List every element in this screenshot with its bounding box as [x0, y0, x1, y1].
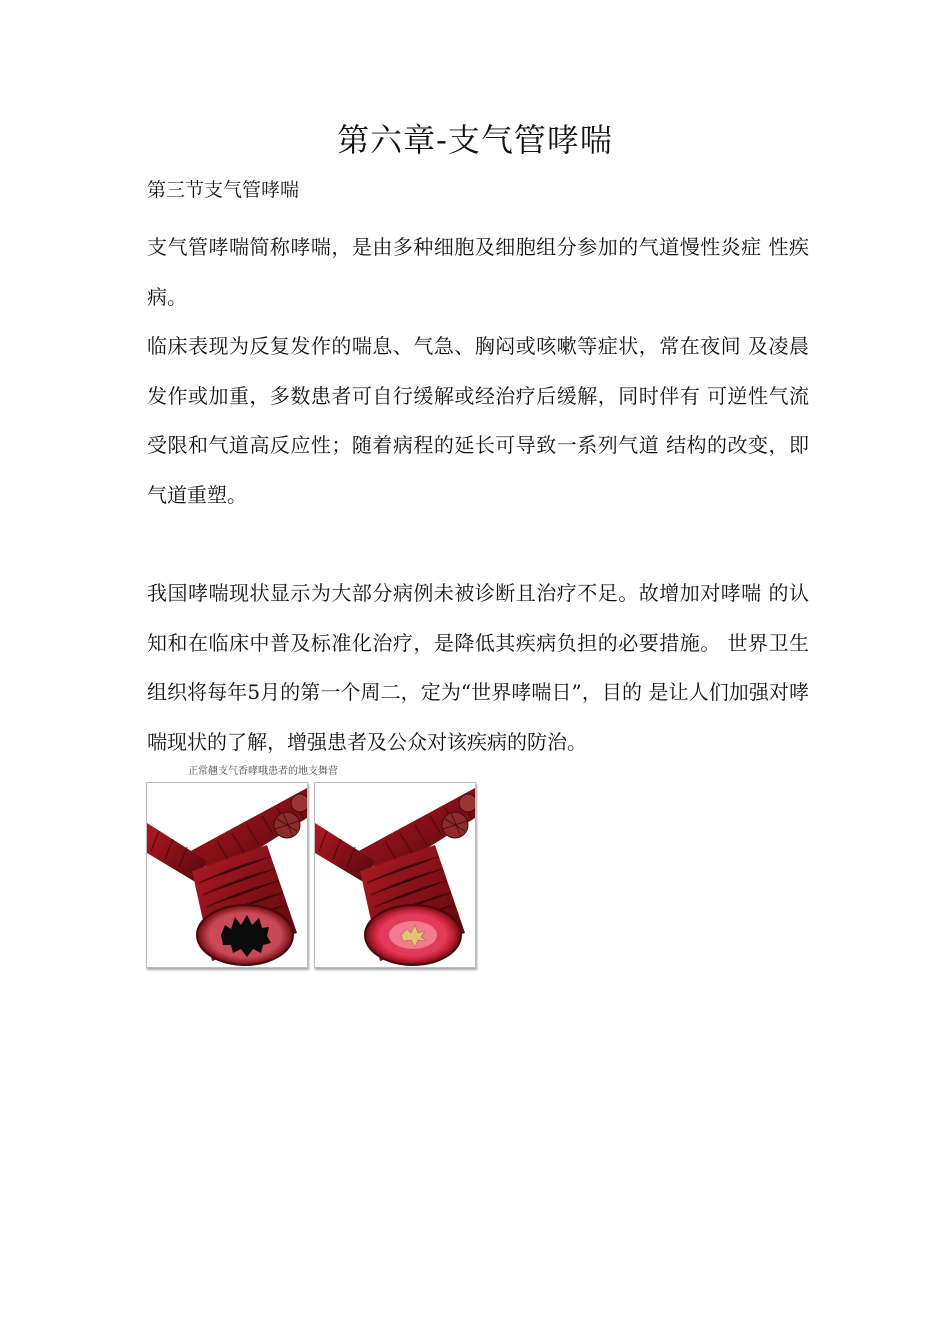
- document-body: [147, 172, 809, 767]
- section-title: 第三节支气管哮喘: [147, 179, 300, 201]
- normal-airway-image: [147, 783, 307, 967]
- asthmatic-airway-image: [315, 783, 475, 967]
- asthmatic-airway-illustration: [314, 782, 476, 968]
- normal-airway-illustration: [146, 782, 308, 968]
- figure-caption: 正常翹支气香哮哦患者的地支舞营: [188, 766, 338, 777]
- airway-figure: [145, 764, 480, 969]
- page-title: 第六章-支气管哮喘: [337, 121, 613, 159]
- paragraph-clinical: 临床表现为反复发作的喘息、气急、胸闷或咳嗽等症状，常在夜间 及凌晨发作或加重，多数患者可自行缓解或经治疗后缓解，同时伴有 可逆性气流受限和气道高反应性；随着病程的延长可导致一系列气道 结构的改变，即气道重塑。: [147, 334, 809, 507]
- paragraph-definition: 支气管哮喘简称哮喘，是由多种细胞及细胞组分参加的气道慢性炎症 性疾病。: [147, 235, 809, 309]
- paragraph-spacer: [147, 520, 809, 569]
- paragraph-status: 我国哮喘现状显示为大部分病例未被诊断且治疗不足。故增加对哮喘 的认知和在临床中普及标准化治疗，是降低其疾病负担的必要措施。 世界卫生组织将每年5月的第一个周二，定为“世界哮喘日”，目的 是让人们加强对哮喘现状的了解，增强患者及公众对该疾病的防治。: [147, 581, 809, 754]
